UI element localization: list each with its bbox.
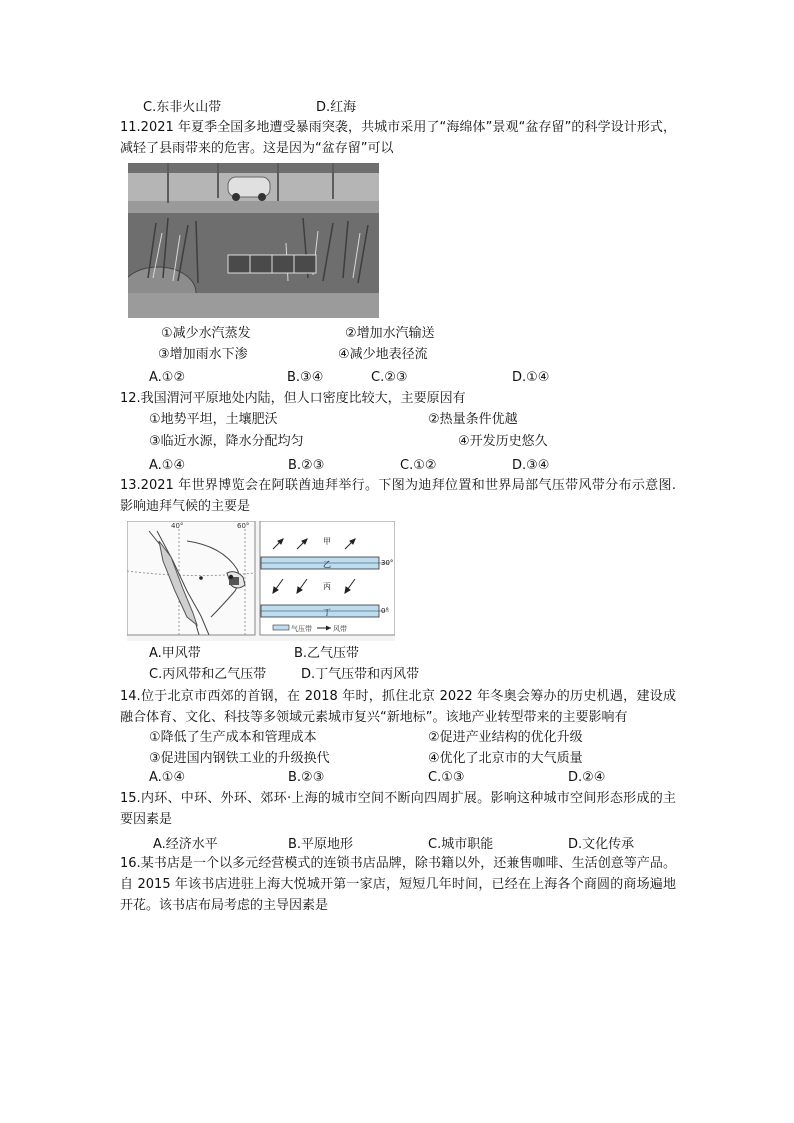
q12-option-b: B.②③ — [288, 458, 325, 473]
q14-option-b: B.②③ — [288, 770, 325, 785]
longitude-60-label: 60° — [237, 522, 250, 530]
q11-item-1: ①减少水汽蒸发 — [161, 326, 251, 341]
q15-option-c: C.城市职能 — [428, 837, 494, 852]
legend-pressure-belt: 气压带 — [291, 625, 312, 633]
belt-label-jia: 甲 — [323, 537, 331, 546]
q12-option-c: C.①② — [400, 458, 437, 473]
latitude-0-label: 0° — [381, 607, 389, 615]
belt-label-ding: 丁 — [323, 608, 331, 617]
sponge-city-photo — [128, 163, 379, 318]
q12-stem: 12.我国渭河平原地处内陆，但人口密度比较大，主要原因有 — [120, 391, 466, 406]
dubai-pressure-belt-figure — [127, 521, 395, 641]
q13-option-b: B.乙气压带 — [294, 646, 360, 661]
q12-item-1: ①地势平坦，土壤肥沃 — [149, 412, 278, 427]
sponge-city-photo-image — [128, 163, 379, 318]
q10-option-d: D.红海 — [316, 100, 357, 115]
q14-item-3: ③促进国内钢铁工业的升级换代 — [149, 751, 330, 766]
q11-option-b: B.③④ — [287, 370, 324, 385]
q13-option-d: D.丁气压带和丙风带 — [301, 667, 420, 682]
q14-option-a: A.①④ — [149, 770, 186, 785]
q11-option-a: A.①② — [149, 370, 186, 385]
q11-option-c: C.②③ — [371, 370, 408, 385]
q11-option-d: D.①④ — [512, 370, 550, 385]
belt-label-yi: 乙 — [323, 560, 331, 569]
figure-drawing — [127, 521, 395, 641]
q14-option-d: D.②④ — [568, 770, 606, 785]
q11-stem: 11.2021 年夏季全国多地遭受暴雨突袭，共城市采用了“海绵体”景观“盆存留”的科学设计形式，减轻了县雨带来的危害。这是因为“盆存留”可以 — [120, 120, 676, 156]
q11-item-4: ④减少地表径流 — [338, 347, 428, 362]
q14-item-2: ②促进产业结构的优化升级 — [428, 730, 583, 745]
q13-stem: 13.2021 年世界博览会在阿联酋迪拜举行。下图为迪拜位置和世界局部气压带风带分布示意图.影响迪拜气候的主要是 — [120, 478, 676, 514]
q14-item-1: ①降低了生产成本和管理成本 — [149, 730, 317, 745]
q13-option-a: A.甲风带 — [149, 646, 201, 661]
legend-wind-belt: 风带 — [333, 625, 347, 633]
q12-option-d: D.③④ — [512, 458, 550, 473]
q12-item-2: ②热量条件优越 — [428, 412, 518, 427]
q11-item-2: ②增加水汽输送 — [345, 326, 435, 341]
q15-option-b: B.平原地形 — [288, 837, 354, 852]
belt-label-bing: 丙 — [323, 582, 331, 591]
q15-option-d: D.文化传承 — [568, 837, 635, 852]
q14-item-4: ④优化了北京市的大气质量 — [428, 751, 583, 766]
q10-option-c: C.东非火山带 — [143, 100, 222, 115]
q15-option-a: A.经济水平 — [153, 837, 218, 852]
longitude-40-label: 40° — [171, 522, 184, 530]
q11-item-3: ③增加雨水下渗 — [158, 347, 248, 362]
q14-option-c: C.①③ — [428, 770, 465, 785]
q15-stem: 15.内环、中环、外环、郊环·上海的城市空间不断向四周扩展。影响这种城市空间形态形成的主要因素是 — [120, 791, 676, 827]
q14-stem: 14.位于北京市西郊的首钢，在 2018 年时，抓住北京 2022 年冬奥会筹办的历史机遇，建设成融合体育、文化、科技等多领域元素城市复兴“新地标”。该地产业转型带来的主要影响有 — [120, 689, 676, 725]
latitude-30-label: 30° — [381, 559, 394, 567]
q12-item-4: ④开发历史悠久 — [458, 434, 548, 449]
q16-stem: 16.某书店是一个以多元经营模式的连锁书店品牌，除书籍以外，还兼售咖啡、生活创意等产品。自 2015 年该书店进驻上海大悦城开第一家店，短短几年时间，已经在上海各个商圆的商场遍地开花。该书店布局考虑的主导因素是 — [120, 856, 676, 913]
q13-option-c: C.丙风带和乙气压带 — [149, 667, 267, 682]
q12-item-3: ③临近水源，降水分配均匀 — [149, 434, 304, 449]
q12-option-a: A.①④ — [149, 458, 186, 473]
